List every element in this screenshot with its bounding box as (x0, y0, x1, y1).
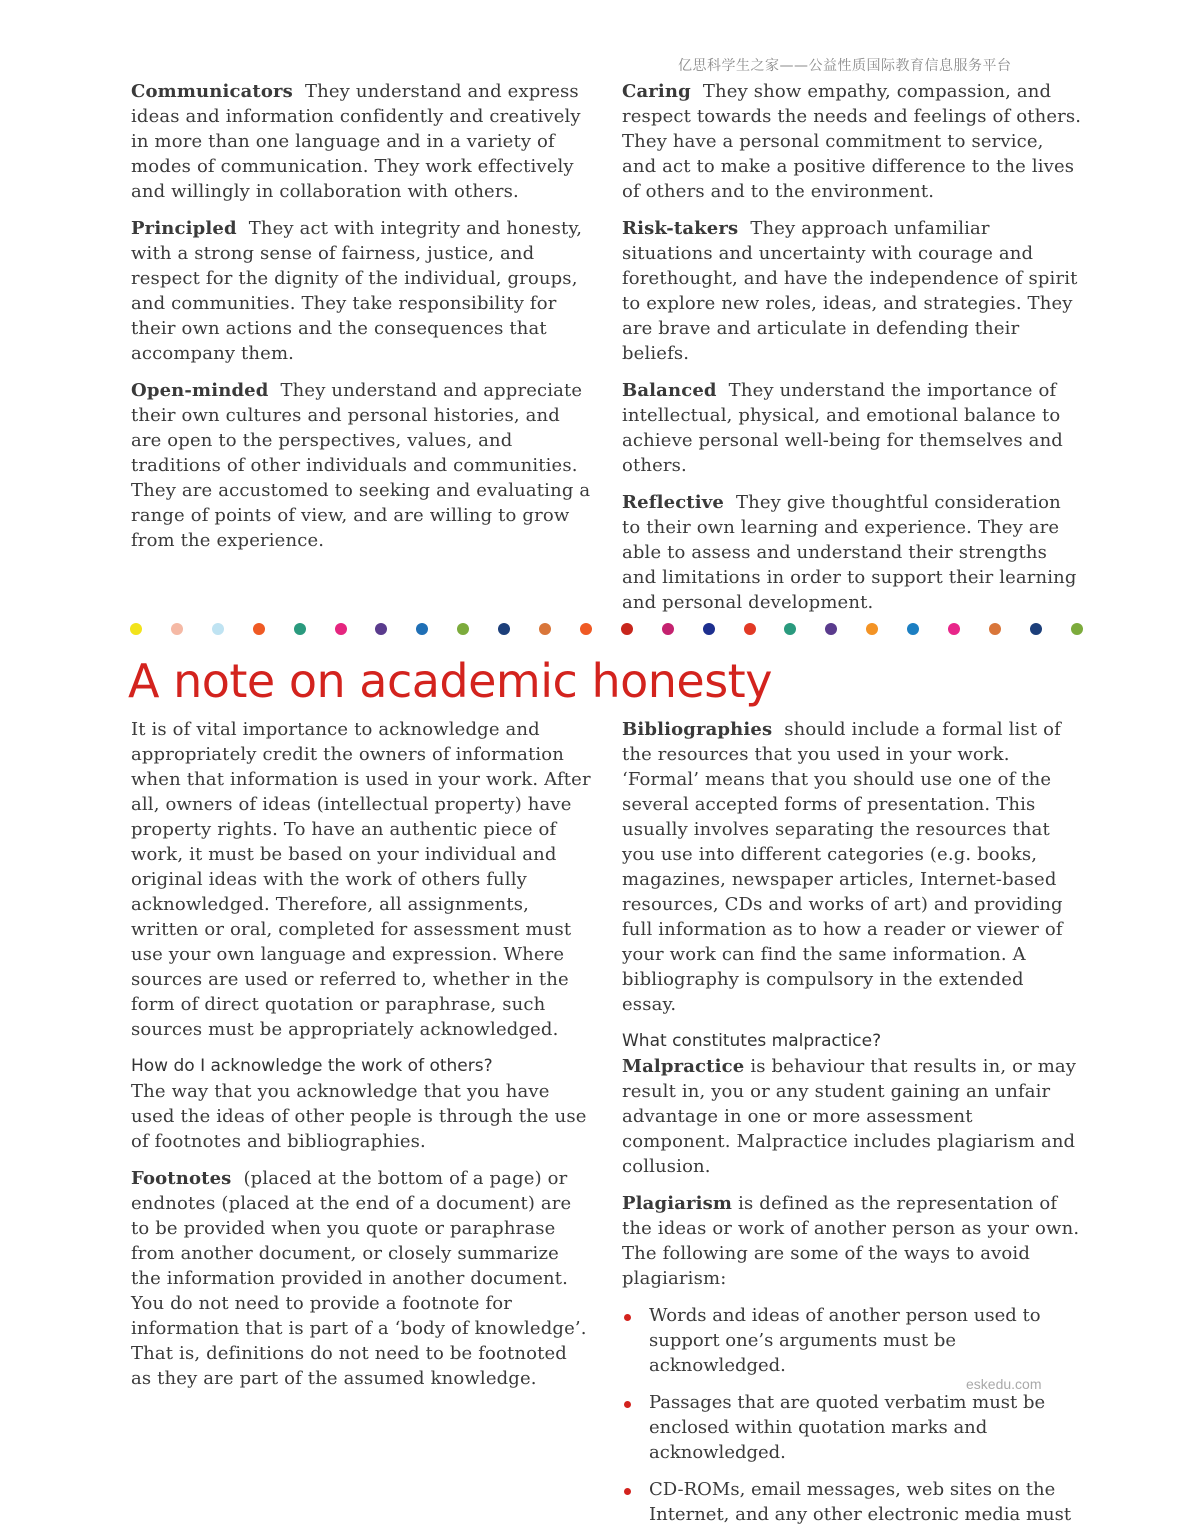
term-principled: Principled (131, 218, 237, 239)
decorative-dot (825, 623, 837, 635)
watermark-bottom: eskedu.com (966, 1376, 1042, 1392)
decorative-dot-row (130, 622, 1090, 636)
list-item (622, 1477, 1082, 1527)
profile-column-right (622, 79, 1082, 627)
decorative-dot (703, 623, 715, 635)
decorative-dot (375, 623, 387, 635)
profile-text: They understand and appreciate their own cultures and personal histories, and are open to the perspectives, values, and traditions of other individuals and communities. They are accustomed to seeking and evaluating a range of points of view, and are willing to grow from the experience. (131, 380, 591, 551)
decorative-dot (907, 623, 919, 635)
honesty-column-left (131, 717, 591, 1403)
plagiarism-text: is defined as the representation of the ideas or work of another person as your own. The following are some of the ways to avoid plagiarism: (622, 1193, 1080, 1289)
intro-paragraph: It is of vital importance to acknowledge and appropriately credit the owners of information when that information is used in your work. After all, owners of ideas (intellectual property) have property rights. To have an authentic piece of work, it must be based on your individual and original ideas with the work of others fully acknowledged. Therefore, all assignments, written or oral, completed for assessment must use your own language and expression. Where sources are used or referred to, whether in the form of direct quotation or paraphrase, such sources must be appropriately acknowledged. (131, 719, 591, 1040)
decorative-dot (130, 623, 142, 635)
decorative-dot (989, 623, 1001, 635)
profile-text: They understand the importance of intellectual, physical, and emotional balance to achieve personal well-being for themselves and others. (622, 380, 1063, 476)
malpractice-text: is behaviour that results in, or may result in, you or any student gaining an unfair advantage in one or more assessment component. Malpractice includes plagiarism and collusion. (622, 1056, 1077, 1177)
acknowledge-paragraph: The way that you acknowledge that you have used the ideas of other people is through the use of footnotes and bibliographies. (131, 1081, 587, 1152)
profile-column-left (131, 79, 591, 565)
bibliographies-paragraph (622, 717, 1082, 1017)
decorative-dot (866, 623, 878, 635)
term-communicators: Communicators (131, 81, 293, 102)
bullet-icon (624, 1488, 631, 1495)
decorative-dot (294, 623, 306, 635)
decorative-dot (498, 623, 510, 635)
term-reflective: Reflective (622, 492, 724, 513)
decorative-dot (335, 623, 347, 635)
decorative-dot (948, 623, 960, 635)
section-heading: A note on academic honesty (128, 654, 772, 708)
profile-text: They understand and express ideas and information confidently and creatively in more than one language and in a variety of modes of communication. They work effectively and willingly in collaboration with others. (131, 81, 581, 202)
profile-balanced (622, 378, 1082, 478)
term-bibliographies: Bibliographies (622, 719, 773, 740)
term-risk-takers: Risk-takers (622, 218, 739, 239)
list-item (622, 1390, 1082, 1465)
profile-reflective (622, 490, 1082, 615)
decorative-dot (580, 623, 592, 635)
subheading-malpractice: What constitutes malpractice? (622, 1031, 882, 1051)
honesty-column-right (622, 717, 1082, 1539)
term-caring: Caring (622, 81, 691, 102)
profile-text: They give thoughtful consideration to their own learning and experience. They are able to assess and understand their strengths and limitations in order to support their learning and personal development. (622, 492, 1077, 613)
profile-risk-takers (622, 216, 1082, 366)
decorative-dot (416, 623, 428, 635)
profile-text: They show empathy, compassion, and respect towards the needs and feelings of others. They have a personal commitment to service, and act to make a positive difference to the lives of others and to the environment. (622, 81, 1082, 202)
decorative-dot (171, 623, 183, 635)
profile-caring (622, 79, 1082, 204)
list-item-text: Words and ideas of another person used to support one’s arguments must be acknowledged. (649, 1305, 1041, 1376)
footnotes-text: (placed at the bottom of a page) or endnotes (placed at the end of a document) are to be provided when you quote or paraphrase from another document, or closely summarize the information provided in another document. You do not need to provide a footnote for information that is part of a ‘body of knowledge’. That is, definitions do not need to be footnoted as they are part of the assumed knowledge. (131, 1168, 587, 1389)
decorative-dot (1071, 623, 1083, 635)
list-item (622, 1303, 1082, 1378)
term-plagiarism: Plagiarism (622, 1193, 733, 1214)
profile-open-minded (131, 378, 591, 553)
decorative-dot (621, 623, 633, 635)
footnotes-paragraph (131, 1166, 591, 1391)
decorative-dot (784, 623, 796, 635)
subheading-acknowledge: How do I acknowledge the work of others? (131, 1056, 493, 1076)
profile-text: They approach unfamiliar situations and uncertainty with courage and forethought, and have the independence of spirit to explore new roles, ideas, and strategies. They are brave and articulate in defending their beliefs. (622, 218, 1078, 364)
decorative-dot (253, 623, 265, 635)
profile-text: They act with integrity and honesty, with a strong sense of fairness, justice, and respect for the dignity of the individual, groups, and communities. They take responsibility for their own actions and the consequences that accompany them. (131, 218, 583, 364)
bullet-icon (624, 1401, 631, 1408)
decorative-dot (744, 623, 756, 635)
malpractice-paragraph (622, 1054, 1082, 1179)
profile-principled (131, 216, 591, 366)
term-open-minded: Open-minded (131, 380, 269, 401)
decorative-dot (457, 623, 469, 635)
bullet-icon (624, 1314, 631, 1321)
profile-communicators (131, 79, 591, 204)
decorative-dot (662, 623, 674, 635)
term-footnotes: Footnotes (131, 1168, 232, 1189)
term-malpractice: Malpractice (622, 1056, 745, 1077)
plagiarism-list (622, 1303, 1082, 1527)
list-item-text: Passages that are quoted verbatim must be enclosed within quotation marks and acknowledged. (649, 1392, 1046, 1463)
term-balanced: Balanced (622, 380, 717, 401)
decorative-dot (1030, 623, 1042, 635)
decorative-dot (212, 623, 224, 635)
watermark-top: 亿思科学生之家——公益性质国际教育信息服务平台 (678, 58, 1012, 74)
bibliographies-text: should include a formal list of the resources that you used in your work. ‘Formal’ means that you should use one of the several accepted forms of presentation. This usually involves separating the resources that you use into different categories (e.g. books, magazines, newspaper articles, Internet-based resources, CDs and works of art) and providing full information as to how a reader or viewer of your work can find the same information. A bibliography is compulsory in the extended essay. (622, 719, 1063, 1015)
plagiarism-paragraph (622, 1191, 1082, 1291)
decorative-dot (539, 623, 551, 635)
list-item-text: CD-ROMs, email messages, web sites on the Internet, and any other electronic media must (649, 1479, 1072, 1525)
